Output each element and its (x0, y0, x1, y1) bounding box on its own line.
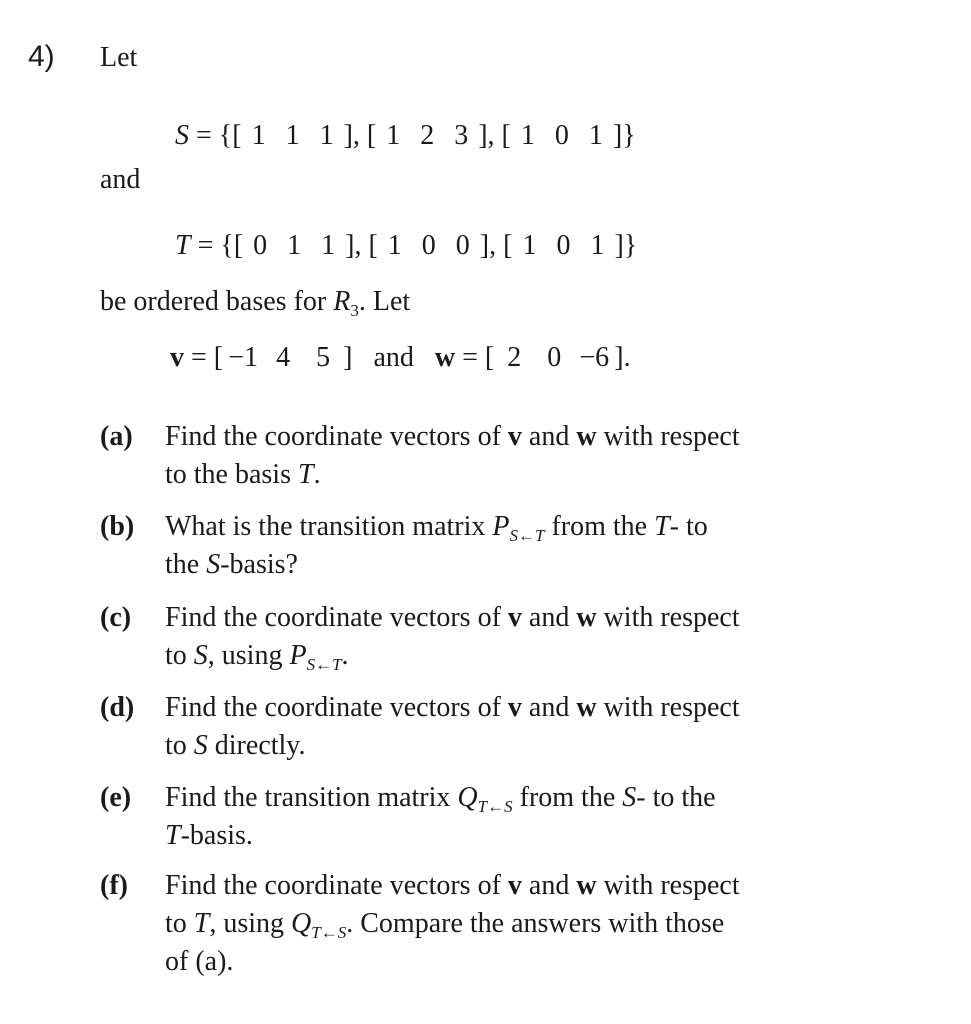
bases-sentence (100, 288, 410, 319)
text-segment: v (507, 602, 522, 633)
text-segment: to (165, 640, 194, 671)
part-text-line (165, 784, 716, 815)
set-s-equation: S = {[ 1 1 1 ], [ 1 2 3 ], [ 1 0 1 ]} (175, 120, 636, 151)
part-text-line (165, 461, 321, 489)
text-segment: T (165, 820, 181, 851)
vector-entry: 0 (421, 230, 436, 261)
text-segment: and (521, 870, 577, 901)
vector-entry: 1 (520, 120, 535, 151)
subscript: T←S (477, 797, 513, 816)
text-segment: to (165, 908, 194, 939)
text-segment: from the (512, 782, 623, 813)
part-text-line (165, 423, 740, 451)
subscript: S←T (509, 526, 545, 545)
and-text: and (100, 164, 141, 195)
part-label: (c) (100, 602, 132, 633)
vectors-line: v = [ −1 4 5 ] and w = [ 2 0 −6 ]. (170, 342, 631, 373)
text-segment: with respect (596, 692, 740, 723)
part-label: (b) (100, 511, 135, 542)
text-segment: w (576, 602, 597, 633)
text-segment: . Compare the answers with those (346, 908, 725, 939)
vector-w-label: w (434, 342, 456, 373)
text-segment: Find the transition matrix (165, 782, 458, 813)
intro-text: Let (100, 42, 138, 73)
part-label: (f) (100, 870, 128, 901)
vectors-and: and (373, 342, 414, 373)
text-segment: Q (457, 782, 478, 813)
set-s-label: S (175, 120, 189, 151)
text-segment: What is the transition matrix (165, 511, 493, 542)
text-segment: S (193, 730, 208, 761)
text-segment: to the basis (165, 459, 298, 490)
text-segment: - to the (636, 782, 716, 813)
row-vector: [ 1 1 1 ] (232, 120, 353, 151)
vector-entry: 2 (420, 120, 435, 151)
text-segment: the (165, 549, 207, 580)
vector-entry: 1 (321, 230, 336, 261)
vector-entry: 2 (507, 342, 522, 373)
text-segment: - to (669, 511, 708, 542)
text-segment: . (313, 459, 321, 490)
text-segment: directly. (207, 730, 306, 761)
text-segment: Find the coordinate vectors of (165, 602, 508, 633)
part-text-line (165, 910, 724, 941)
space-dimension: 3 (350, 301, 359, 320)
vector-entry: 1 (387, 230, 402, 261)
row-vector: [ 1 0 1 ] (503, 230, 624, 261)
text-segment: Q (291, 908, 312, 939)
bases-end: . Let (358, 286, 411, 317)
vector-entry: 1 (251, 120, 266, 151)
row-vector: [ 2 0 −6 ] (484, 342, 624, 373)
text-segment: Find the coordinate vectors of (165, 692, 508, 723)
text-segment: and (521, 692, 577, 723)
text-segment: T (298, 459, 314, 490)
text-segment: to (165, 730, 194, 761)
part-label: (a) (100, 421, 133, 452)
text-segment: S (622, 782, 637, 813)
part-text-line (165, 948, 233, 976)
text-segment: from the (544, 511, 655, 542)
bases-text: be ordered bases for (100, 286, 327, 317)
text-segment: , using (209, 908, 292, 939)
text-segment: P (289, 640, 307, 671)
vector-entry: 1 (287, 230, 302, 261)
vector-entry: −6 (579, 342, 610, 373)
vector-v-label: v (170, 342, 184, 373)
text-segment: P (492, 511, 510, 542)
vector-entry: −1 (228, 342, 259, 373)
text-segment: Find the coordinate vectors of (165, 870, 508, 901)
part-label: (d) (100, 692, 135, 723)
part-text-line (165, 732, 305, 760)
text-segment: w (576, 421, 597, 452)
text-segment: w (576, 692, 597, 723)
part-text-line (165, 551, 298, 579)
text-segment: and (521, 602, 577, 633)
part-text-line (165, 642, 349, 673)
vector-entry: 3 (454, 120, 469, 151)
vector-entry: 0 (556, 230, 571, 261)
text-segment: v (507, 692, 522, 723)
part-text-line (165, 822, 253, 850)
subscript: T←S (311, 923, 347, 942)
vector-entry: 5 (316, 342, 331, 373)
vector-entry: 1 (588, 120, 603, 151)
vector-entry: 0 (554, 120, 569, 151)
vector-entry: 1 (386, 120, 401, 151)
text-segment: S (206, 549, 221, 580)
vector-entry: 1 (285, 120, 300, 151)
vector-entry: 0 (455, 230, 470, 261)
text-segment: v (507, 870, 522, 901)
text-segment: T (193, 908, 210, 939)
row-vector: [ 1 0 0 ] (368, 230, 490, 261)
part-text-line (165, 872, 740, 900)
row-vector: [ 1 2 3 ] (366, 120, 488, 151)
set-t-label: T (175, 230, 191, 261)
row-vector: [ 0 1 1 ] (233, 230, 355, 261)
text-segment: Find the coordinate vectors of (165, 421, 508, 452)
text-segment: v (507, 421, 522, 452)
vector-entry: 1 (319, 120, 334, 151)
row-vector: [ −1 4 5 ] (213, 342, 353, 373)
vector-entry: 1 (522, 230, 537, 261)
text-segment: and (521, 421, 577, 452)
part-text-line (165, 604, 740, 632)
text-segment: -basis? (220, 549, 298, 580)
text-segment: with respect (596, 602, 740, 633)
text-segment: w (576, 870, 597, 901)
vector-entry: 0 (253, 230, 268, 261)
vector-entry: 4 (276, 342, 291, 373)
text-segment: with respect (596, 870, 740, 901)
space-symbol: R (333, 286, 351, 317)
text-segment: . (341, 640, 349, 671)
text-segment: with respect (596, 421, 740, 452)
vector-entry: 1 (590, 230, 605, 261)
text-segment: , using (207, 640, 290, 671)
part-text-line (165, 694, 740, 722)
text-segment: T (654, 511, 670, 542)
set-t-equation: T = {[ 0 1 1 ], [ 1 0 0 ], [ 1 0 1 ]} (175, 230, 638, 261)
row-vector: [ 1 0 1 ] (501, 120, 623, 151)
problem-number: 4) (28, 40, 55, 73)
text-segment: of (a). (165, 946, 234, 977)
part-text-line (165, 513, 708, 544)
subscript: S←T (306, 655, 342, 674)
text-segment: S (193, 640, 208, 671)
vector-entry: 0 (547, 342, 562, 373)
text-segment: -basis. (180, 820, 253, 851)
part-label: (e) (100, 782, 132, 813)
